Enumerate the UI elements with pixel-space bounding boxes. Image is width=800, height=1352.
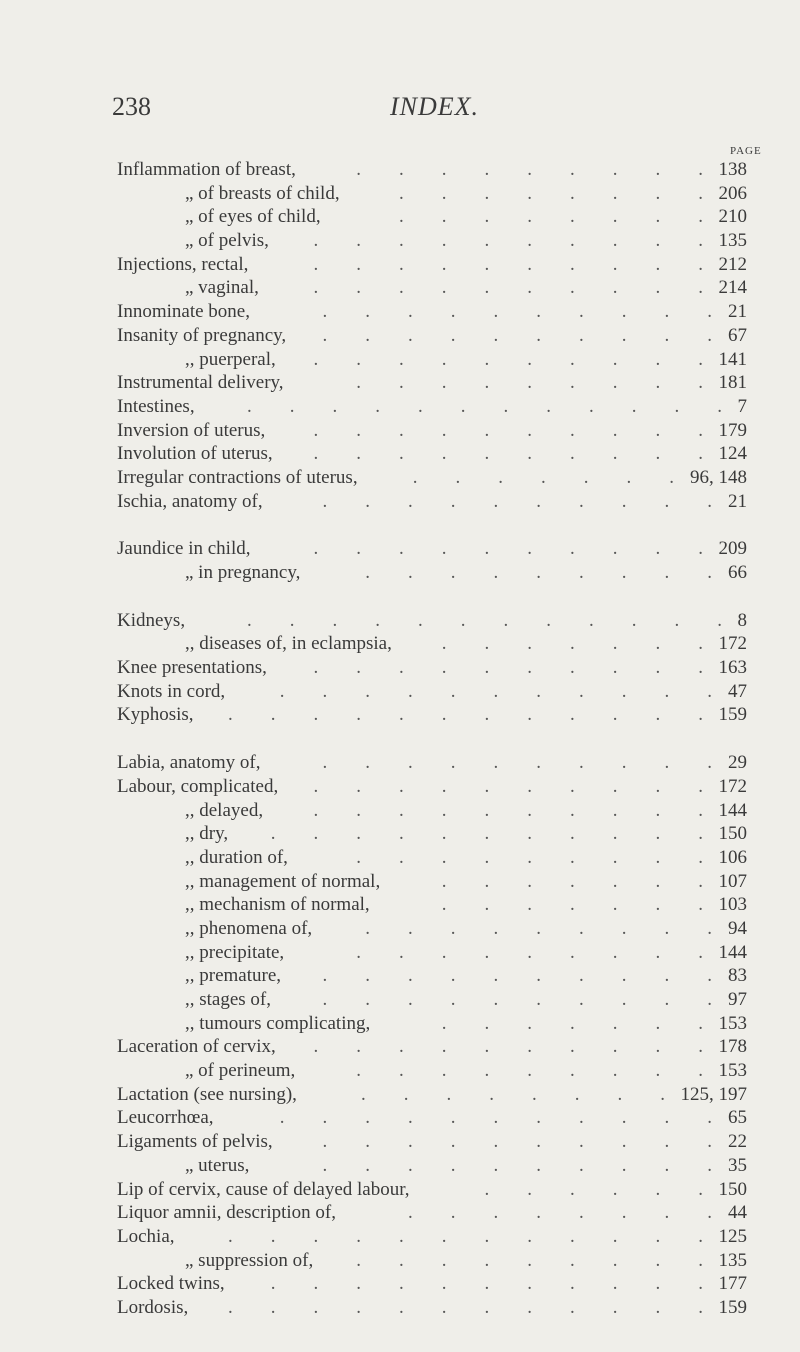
entry-name: Laceration of cervix, xyxy=(117,1036,276,1058)
leader-dots: . . . . . . . . . xyxy=(356,941,703,963)
group-gap xyxy=(117,585,747,609)
entry-page: 94 xyxy=(728,917,747,939)
index-entry xyxy=(117,703,747,727)
index-entry xyxy=(117,1083,747,1107)
entry-name: Knots in cord, xyxy=(117,680,226,702)
leader-dots: . . . . . . . . . xyxy=(356,846,703,868)
index-entry xyxy=(117,229,747,253)
leader-dots: . . . . . . . . . . xyxy=(322,752,712,774)
leader-dots: . . . . . . . . . . . xyxy=(270,823,703,845)
entry-page: 97 xyxy=(728,989,747,1010)
page-number: 238 xyxy=(112,92,151,121)
entry-page: 7 xyxy=(737,395,747,417)
leader-dots: . . . . . . . . . . xyxy=(313,799,703,821)
entry-page: 103 xyxy=(718,894,747,916)
entry-page: 83 xyxy=(728,965,747,987)
entry-name: Inflammation of breast, xyxy=(117,159,296,180)
leader-dots: . . . . . . . . . . xyxy=(313,277,703,299)
index-entry xyxy=(117,1249,747,1273)
entry-page: 22 xyxy=(728,1131,747,1153)
leader-dots: . . . . . . . . xyxy=(361,1083,665,1105)
entry-page: 65 xyxy=(728,1107,747,1129)
entry-name: Involution of uterus, xyxy=(117,443,273,465)
entry-name: „ vaginal, xyxy=(185,277,259,299)
entry-page: 172 xyxy=(718,775,747,797)
leader-dots: . . . . . . . . . . xyxy=(322,301,712,323)
entry-page: 21 xyxy=(728,301,747,323)
leader-dots: . . . . . . . . . . xyxy=(313,657,703,679)
entry-name: Knee presentations, xyxy=(117,657,267,679)
entry-name: Injections, rectal, xyxy=(117,253,249,275)
entry-name: Ischia, anatomy of, xyxy=(117,490,263,512)
leader-dots: . . . . . . . . . . xyxy=(313,775,703,797)
index-entry xyxy=(117,1225,747,1249)
entry-page: 179 xyxy=(718,419,747,441)
leader-dots: . . . . . . . . . . xyxy=(313,419,703,441)
index-entry xyxy=(117,1201,747,1225)
leader-dots: . . . . . . . . . xyxy=(356,1060,703,1082)
index-entry xyxy=(117,1012,747,1036)
entry-page: 181 xyxy=(718,372,747,394)
entry-name: Lochia, xyxy=(117,1225,175,1247)
entry-page: 135 xyxy=(718,230,747,252)
entry-page: 212 xyxy=(718,253,747,275)
index-entry xyxy=(117,1130,747,1154)
leader-dots: . . . . . . . . xyxy=(399,206,703,228)
index-entry xyxy=(117,632,747,656)
entry-name: Inversion of uterus, xyxy=(117,419,266,441)
entry-name: Labour, complicated, xyxy=(117,775,279,797)
index-entry xyxy=(117,1035,747,1059)
entry-name: Leucorrhœa, xyxy=(117,1107,214,1129)
index-entry xyxy=(117,1106,747,1130)
leader-dots: . . . . . . xyxy=(484,1178,703,1200)
entry-name: ,, phenomena of, xyxy=(185,917,313,939)
index-entry xyxy=(117,870,747,894)
index-entry xyxy=(117,893,747,917)
leader-dots: . . . . . . . . . . . xyxy=(279,1107,712,1129)
entry-name: Insanity of pregnancy, xyxy=(117,324,287,346)
entry-name: Lactation (see nursing), xyxy=(117,1083,297,1105)
leader-dots: . . . . . . . . . . xyxy=(322,989,712,1010)
entry-name: Instrumental delivery, xyxy=(117,372,284,394)
index-entry xyxy=(117,158,747,182)
leader-dots: . . . . . . . . . . xyxy=(313,230,703,252)
entry-page: 96, 148 xyxy=(690,466,747,488)
entry-page: 214 xyxy=(718,277,747,299)
index-entry xyxy=(117,561,747,585)
leader-dots: . . . . . . . xyxy=(441,870,703,892)
entry-name: ,, management of normal, xyxy=(185,870,381,892)
index-entry xyxy=(117,276,747,300)
entry-page: 107 xyxy=(718,870,747,892)
entry-name: ,, duration of, xyxy=(185,846,288,868)
index-entry xyxy=(117,751,747,775)
leader-dots: . . . . . . . . . . . . xyxy=(247,609,722,631)
entry-page: 47 xyxy=(728,680,747,702)
leader-dots: . . . . . . . . . xyxy=(356,1249,703,1271)
leader-dots: . . . . . . . . . . xyxy=(322,1131,712,1153)
entry-page: 125 xyxy=(718,1225,747,1247)
entry-name: „ of breasts of child, xyxy=(185,182,340,204)
entry-name: Intestines, xyxy=(117,395,195,417)
index-entry xyxy=(117,395,747,419)
leader-dots: . . . . . . . xyxy=(441,633,703,655)
leader-dots: . . . . . . . . xyxy=(408,1202,712,1224)
entry-name: Ligaments of pelvis, xyxy=(117,1131,273,1153)
group-gap xyxy=(117,513,747,537)
entry-page: 135 xyxy=(718,1249,747,1271)
leader-dots: . . . . . . . . . . xyxy=(322,1154,712,1176)
entry-name: Kidneys, xyxy=(117,609,186,631)
index-entry xyxy=(117,1154,747,1178)
index-entry xyxy=(117,253,747,277)
leader-dots: . . . . . . . . . . xyxy=(313,538,703,560)
entry-name: „ suppression of, xyxy=(185,1249,314,1271)
index-entry xyxy=(117,442,747,466)
index-entry xyxy=(117,324,747,348)
entry-name: ,, mechanism of normal, xyxy=(185,894,370,916)
entry-name: ,, precipitate, xyxy=(185,941,285,963)
index-entry xyxy=(117,419,747,443)
leader-dots: . . . . . . . . . . . . xyxy=(228,1296,703,1318)
leader-dots: . . . . . . . . . xyxy=(356,159,703,180)
entry-name: Liquor amnii, description of, xyxy=(117,1202,336,1224)
leader-dots: . . . . . . . . . xyxy=(365,562,712,583)
entry-name: ,, diseases of, in eclampsia, xyxy=(185,633,392,655)
entry-name: Kyphosis, xyxy=(117,704,194,726)
entry-page: 144 xyxy=(718,941,747,963)
index-entry xyxy=(117,822,747,846)
index-entry xyxy=(117,466,747,490)
entry-name: „ uterus, xyxy=(185,1154,250,1176)
entry-page: 150 xyxy=(718,1178,747,1200)
entry-page: 125, 197 xyxy=(680,1083,747,1105)
entry-page: 159 xyxy=(718,704,747,726)
entry-page: 150 xyxy=(718,823,747,845)
leader-dots: . . . . . . . . xyxy=(399,182,703,204)
index-entries xyxy=(117,158,747,1320)
entry-page: 67 xyxy=(728,324,747,346)
entry-name: „ of perineum, xyxy=(185,1060,296,1082)
index-entry xyxy=(117,1059,747,1083)
index-entry xyxy=(117,917,747,941)
entry-page: 178 xyxy=(718,1036,747,1058)
entry-name: „ of eyes of child, xyxy=(185,206,321,228)
leader-dots: . . . . . . . . . . xyxy=(313,443,703,465)
index-entry xyxy=(117,1272,747,1296)
entry-page: 138 xyxy=(718,159,747,180)
entry-name: ,, tumours complicating, xyxy=(185,1012,371,1034)
entry-page: 163 xyxy=(718,657,747,679)
leader-dots: . . . . . . . . . . xyxy=(313,1036,703,1058)
entry-page: 206 xyxy=(718,182,747,204)
index-entry xyxy=(117,1178,747,1202)
entry-page: 44 xyxy=(728,1202,747,1224)
entry-name: Lip of cervix, cause of delayed labour, xyxy=(117,1178,410,1200)
entry-name: ,, stages of, xyxy=(185,989,272,1010)
index-entry xyxy=(117,348,747,372)
entry-page: 66 xyxy=(728,562,747,583)
entry-page: 144 xyxy=(718,799,747,821)
leader-dots: . . . . . . . . . . . xyxy=(279,680,712,702)
entry-page: 209 xyxy=(718,538,747,560)
entry-page: 21 xyxy=(728,490,747,512)
index-entry xyxy=(117,680,747,704)
entry-name: Locked twins, xyxy=(117,1273,225,1295)
entry-name: Innominate bone, xyxy=(117,301,250,323)
leader-dots: . . . . . . . . . . . xyxy=(270,1273,703,1295)
leader-dots: . . . . . . . . . . xyxy=(322,490,712,512)
entry-page: 141 xyxy=(718,348,747,370)
index-entry xyxy=(117,656,747,680)
leader-dots: . . . . . . . xyxy=(412,466,674,488)
page-title: INDEX. xyxy=(390,92,480,121)
index-entry xyxy=(117,988,747,1012)
entry-page: 29 xyxy=(728,752,747,774)
entry-page: 210 xyxy=(718,206,747,228)
index-entry xyxy=(117,1296,747,1320)
entry-page: 177 xyxy=(718,1273,747,1295)
entry-name: ,, delayed, xyxy=(185,799,264,821)
entry-page: 35 xyxy=(728,1154,747,1176)
entry-name: Irregular contractions of uterus, xyxy=(117,466,358,488)
leader-dots: . . . . . . . . . . xyxy=(322,324,712,346)
entry-name: Labia, anatomy of, xyxy=(117,752,261,774)
leader-dots: . . . . . . . xyxy=(441,1012,703,1034)
entry-page: 124 xyxy=(718,443,747,465)
index-entry xyxy=(117,490,747,514)
entry-name: Jaundice in child, xyxy=(117,538,251,560)
leader-dots: . . . . . . . . . . xyxy=(313,348,703,370)
leader-dots: . . . . . . . . . xyxy=(356,372,703,394)
entry-name: ,, premature, xyxy=(185,965,282,987)
index-entry xyxy=(117,371,747,395)
group-gap xyxy=(117,727,747,751)
entry-page: 159 xyxy=(718,1296,747,1318)
page-header xyxy=(112,92,480,122)
leader-dots: . . . . . . . . . xyxy=(365,917,712,939)
index-entry xyxy=(117,775,747,799)
leader-dots: . . . . . . . . . . xyxy=(322,965,712,987)
entry-page: 8 xyxy=(737,609,747,631)
index-entry xyxy=(117,799,747,823)
entry-page: 106 xyxy=(718,846,747,868)
leader-dots: . . . . . . . . . . xyxy=(313,253,703,275)
leader-dots: . . . . . . . . . . . . xyxy=(228,1225,703,1247)
index-entry xyxy=(117,846,747,870)
index-entry xyxy=(117,964,747,988)
entry-name: „ of pelvis, xyxy=(185,230,269,252)
leader-dots: . . . . . . . . . . . . xyxy=(228,704,703,726)
index-entry xyxy=(117,537,747,561)
leader-dots: . . . . . . . xyxy=(441,894,703,916)
index-entry xyxy=(117,609,747,633)
leader-dots: . . . . . . . . . . . . xyxy=(247,395,722,417)
entry-name: Lordosis, xyxy=(117,1296,189,1318)
entry-page: 153 xyxy=(718,1060,747,1082)
entry-name: ,, dry, xyxy=(185,823,229,845)
index-entry xyxy=(117,205,747,229)
index-entry xyxy=(117,182,747,206)
entry-name: „ in pregnancy, xyxy=(185,562,301,583)
entry-name: ,, puerperal, xyxy=(185,348,276,370)
entry-page: 172 xyxy=(718,633,747,655)
entry-page: 153 xyxy=(718,1012,747,1034)
page-column-label: PAGE xyxy=(730,145,762,157)
index-entry xyxy=(117,300,747,324)
index-entry xyxy=(117,941,747,965)
